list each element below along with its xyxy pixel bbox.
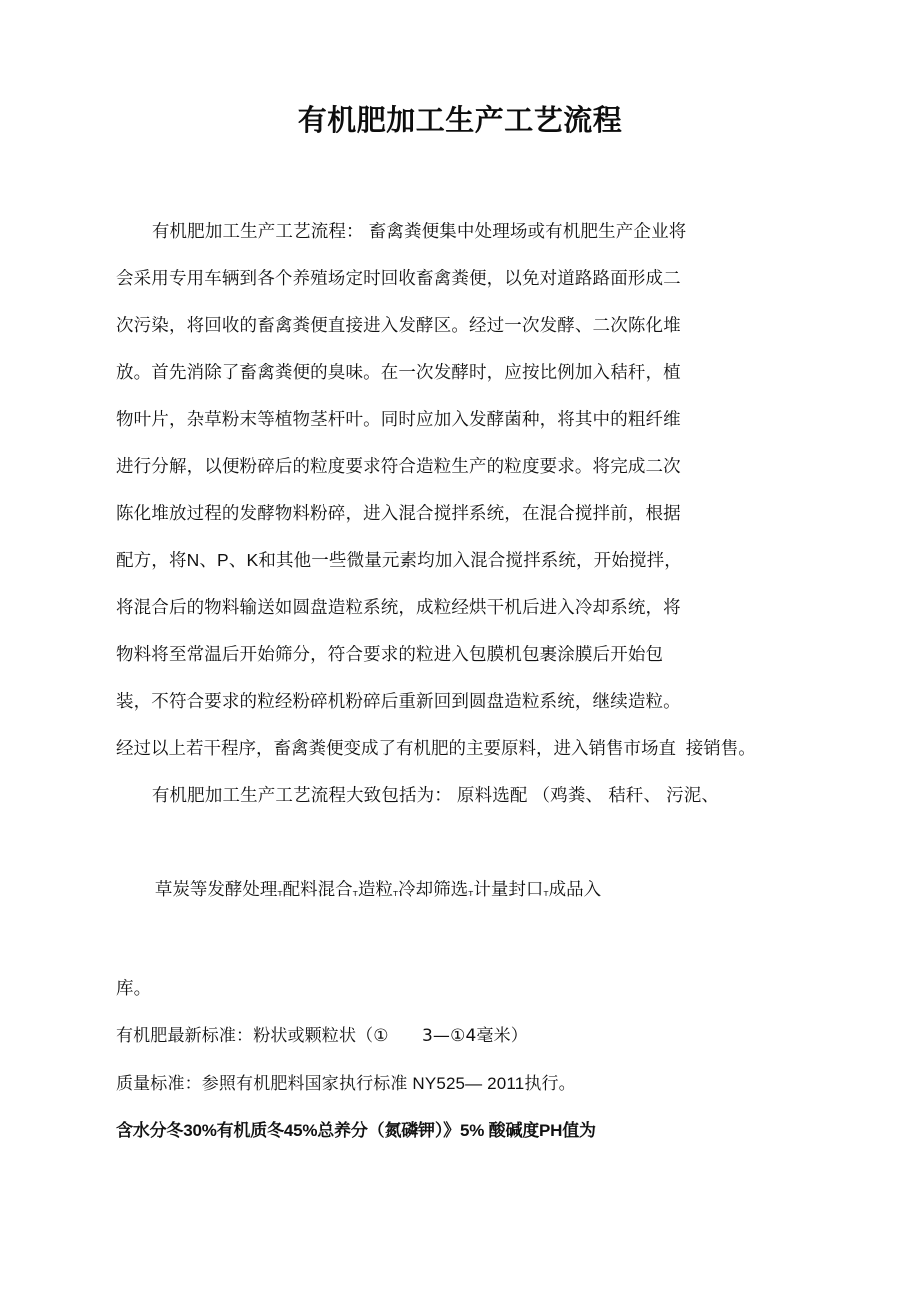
spec-quality-standard-value: 参照有机肥料国家执行标准 NY525— 2011执行。	[201, 1074, 576, 1093]
paragraph1-line-4: 放。首先消除了畜禽粪便的臭味。在一次发酵时，应按比例加入秸秆，植	[116, 362, 681, 382]
paragraph1-line-11: 装，不符合要求的粒经粉碎机粉碎后重新回到圆盘造粒系统，继续造粒。	[116, 691, 681, 711]
paragraph1-line-8: 配方，将N、P、K和其他一些微量元素均加入混合搅拌系统，开始搅拌，	[116, 550, 682, 570]
paragraph1-line-9: 将混合后的物料输送如圆盘造粒系统，成粒经烘干机后进入冷却系统，将	[116, 597, 681, 617]
flow-step-4: 冷却筛选	[398, 879, 469, 899]
spec-composition: 含水分冬30%有机质冬45%总养分（氮磷钾）》5% 酸碱度PH值为	[116, 1121, 596, 1140]
flow-step-3: 造粒	[357, 879, 393, 899]
specifications-block	[116, 1012, 808, 1154]
paragraph1-line-6: 进行分解，以便粉碎后的粒度要求符合造粒生产的粒度要求。将完成二次	[116, 456, 681, 476]
spec-quality-standard-label: 质量标准：	[116, 1074, 202, 1093]
spec-quality-standard	[116, 1060, 808, 1107]
flow-separator-icon-1: т	[277, 889, 283, 899]
paragraph1-line-3: 次污染，将回收的畜禽粪便直接进入发酵区。经过一次发酵、二次陈化堆	[116, 315, 681, 335]
flow-separator-icon-2: т	[352, 889, 358, 899]
flow-step-5: 计量封口	[473, 879, 544, 899]
spec-latest-standard-value: 粉状或颗粒状（① 3—①4毫米）	[253, 1026, 528, 1046]
paragraph-process-description	[116, 208, 808, 772]
paragraph1-line-10: 物料将至常温后开始筛分，符合要求的粒进入包膜机包裹涂膜后开始包	[116, 644, 664, 664]
flow-step-6: 成品入	[548, 879, 602, 899]
flow-separator-icon-5: т	[543, 889, 549, 899]
paragraph2-line-3: 库。	[116, 978, 152, 998]
flow-separator-icon-4: т	[468, 889, 474, 899]
paragraph1-line-7: 陈化堆放过程的发酵物料粉碎，进入混合搅拌系统，在混合搅拌前，根据	[116, 503, 681, 523]
page-title: 有机肥加工生产工艺流程	[297, 105, 623, 137]
flow-step-2: 配料混合	[282, 879, 353, 899]
process-flow-line	[116, 819, 808, 965]
document-body	[116, 208, 808, 1154]
paragraph1-line-12: 经过以上若干程序，畜禽粪便变成了有机肥的主要原料，进入销售市场直 接销售。	[116, 738, 756, 758]
spec-latest-standard	[116, 1012, 808, 1060]
spec-latest-standard-label: 有机肥最新标准：	[116, 1026, 254, 1045]
flow-step-1: 草炭等发酵处理	[154, 879, 278, 899]
paragraph1-line-1: 有机肥加工生产工艺流程： 畜禽粪便集中处理场或有机肥生产企业将	[151, 221, 687, 241]
flow-separator-icon-3: т	[392, 889, 399, 899]
paragraph-process-summary	[116, 772, 808, 1012]
paragraph1-line-5: 物叶片，杂草粉末等植物茎杆叶。同时应加入发酵菌种，将其中的粗纤维	[116, 409, 681, 429]
paragraph2-line-1: 有机肥加工生产工艺流程大致包括为： 原料选配 （鸡粪、 秸秆、 污泥、	[151, 785, 720, 805]
paragraph1-line-2: 会采用专用车辆到各个养殖场定时回收畜禽粪便，以免对道路路面形成二	[116, 268, 681, 288]
